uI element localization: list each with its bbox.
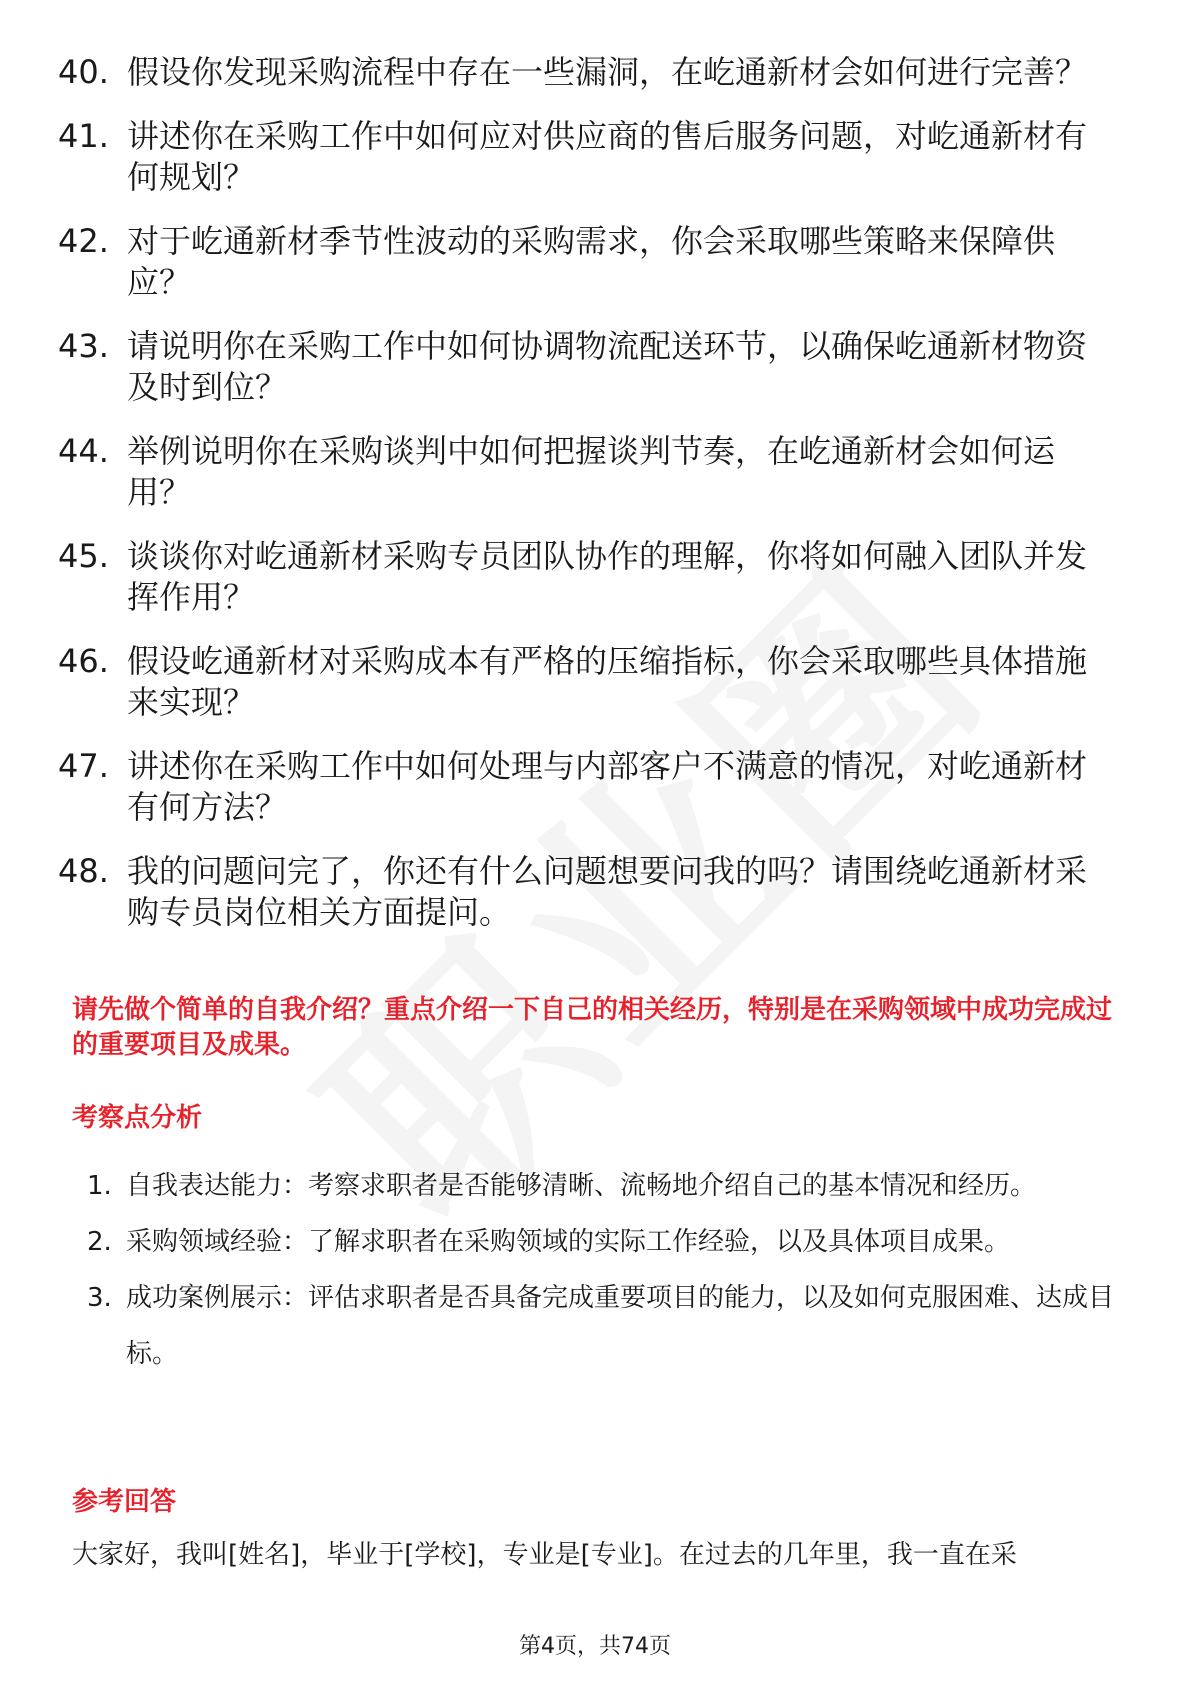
question-item [58,116,1108,198]
question-number: 46. [58,642,109,680]
analysis-number: 3. [87,1283,112,1313]
analysis-list [72,1158,1122,1382]
question-list [58,52,1108,956]
question-number: 40. [58,53,109,91]
question-item [58,641,1108,723]
question-item [58,536,1108,618]
highlight-question: 请先做个简单的自我介绍？重点介绍一下自己的相关经历，特别是在采购领域中成功完成过的重要项目及成果。 [72,995,1113,1060]
question-item [58,746,1108,828]
analysis-number: 2. [87,1227,112,1257]
question-number: 42. [58,222,109,260]
question-number: 44. [58,432,109,470]
analysis-item [72,1270,1122,1382]
question-number: 45. [58,537,109,575]
question-item [58,431,1108,513]
question-item [58,52,1108,93]
question-number: 41. [58,117,109,155]
question-text: 假设屹通新材对采购成本有严格的压缩指标，你会采取哪些具体措施来实现？ [127,642,1088,721]
question-text: 讲述你在采购工作中如何应对供应商的售后服务问题，对屹通新材有何规划？ [127,117,1088,196]
question-text: 谈谈你对屹通新材采购专员团队协作的理解，你将如何融入团队并发挥作用？ [127,537,1088,616]
analysis-item [72,1214,1122,1270]
question-number: 47. [58,747,109,785]
question-text: 举例说明你在采购谈判中如何把握谈判节奏，在屹通新材会如何运用？ [127,432,1056,511]
question-text: 我的问题问完了，你还有什么问题想要问我的吗？请围绕屹通新材采购专员岗位相关方面提问。 [127,852,1088,931]
page-footer: 第4页，共74页 [519,1634,671,1659]
question-number: 48. [58,852,109,890]
answer-title: 参考回答 [72,1487,177,1517]
question-text: 讲述你在采购工作中如何处理与内部客户不满意的情况，对屹通新材有何方法？ [127,747,1088,826]
analysis-title: 考察点分析 [72,1103,203,1133]
analysis-item [72,1158,1122,1214]
question-text: 对于屹通新材季节性波动的采购需求，你会采取哪些策略来保障供应？ [127,222,1056,301]
analysis-text: 采购领域经验：了解求职者在采购领域的实际工作经验，以及具体项目成果。 [126,1227,1011,1257]
analysis-text: 成功案例展示：评估求职者是否具备完成重要项目的能力，以及如何克服困难、达成目标。 [126,1283,1115,1369]
question-item [58,221,1108,303]
question-number: 43. [58,327,109,365]
question-text: 请说明你在采购工作中如何协调物流配送环节，以确保屹通新材物资及时到位？ [127,327,1088,406]
analysis-number: 1. [87,1171,112,1201]
question-item [58,851,1108,933]
question-item [58,326,1108,408]
analysis-text: 自我表达能力：考察求职者是否能够清晰、流畅地介绍自己的基本情况和经历。 [126,1171,1037,1201]
question-text: 假设你发现采购流程中存在一些漏洞，在屹通新材会如何进行完善？ [127,53,1088,91]
answer-text: 大家好，我叫[姓名]，毕业于[学校]，专业是[专业]。在过去的几年里，我一直在采 [72,1540,1017,1570]
